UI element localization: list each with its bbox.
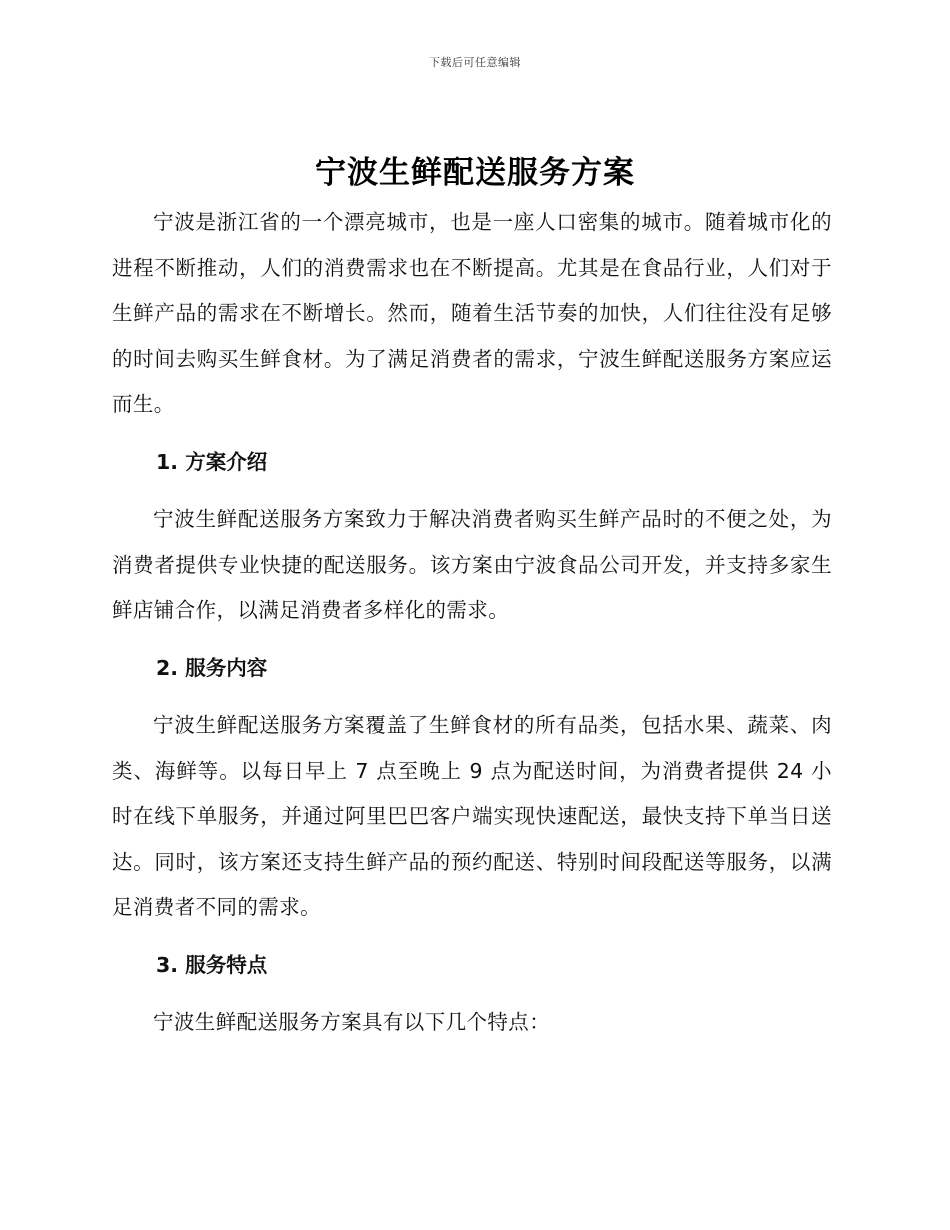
section-body-2: 宁波生鲜配送服务方案覆盖了生鲜食材的所有品类，包括水果、蔬菜、肉类、海鲜等。以每日早上 7 点至晚上 9 点为配送时间，为消费者提供 24 小时在线下单服务，并通过阿里巴巴客户端实现快速配送，最快支持下单当日送达。同时，该方案还支持生鲜产品的预约配送、特别时间段配送等服务，以满足消费者不同的需求。 bbox=[112, 713, 832, 919]
section-heading-1: 1. 方案介绍 bbox=[156, 449, 268, 474]
header-note: 下载后可任意编辑 bbox=[429, 56, 521, 69]
section-heading-3: 3. 服务特点 bbox=[156, 952, 268, 977]
intro-paragraph: 宁波是浙江省的一个漂亮城市，也是一座人口密集的城市。随着城市化的进程不断推动，人们的消费需求也在不断提高。尤其是在食品行业，人们对于生鲜产品的需求在不断增长。然而，随着生活节奏的加快，人们往往没有足够的时间去购买生鲜食材。为了满足消费者的需求，宁波生鲜配送服务方案应运而生。 bbox=[112, 210, 832, 416]
section-heading-2: 2. 服务内容 bbox=[156, 655, 268, 680]
document-title: 宁波生鲜配送服务方案 bbox=[315, 155, 635, 191]
document-body bbox=[112, 200, 832, 1046]
section-body-1: 宁波生鲜配送服务方案致力于解决消费者购买生鲜产品时的不便之处，为消费者提供专业快捷的配送服务。该方案由宁波食品公司开发，并支持多家生鲜店铺合作，以满足消费者多样化的需求。 bbox=[112, 507, 832, 622]
section-body-3: 宁波生鲜配送服务方案具有以下几个特点： bbox=[153, 1010, 551, 1034]
